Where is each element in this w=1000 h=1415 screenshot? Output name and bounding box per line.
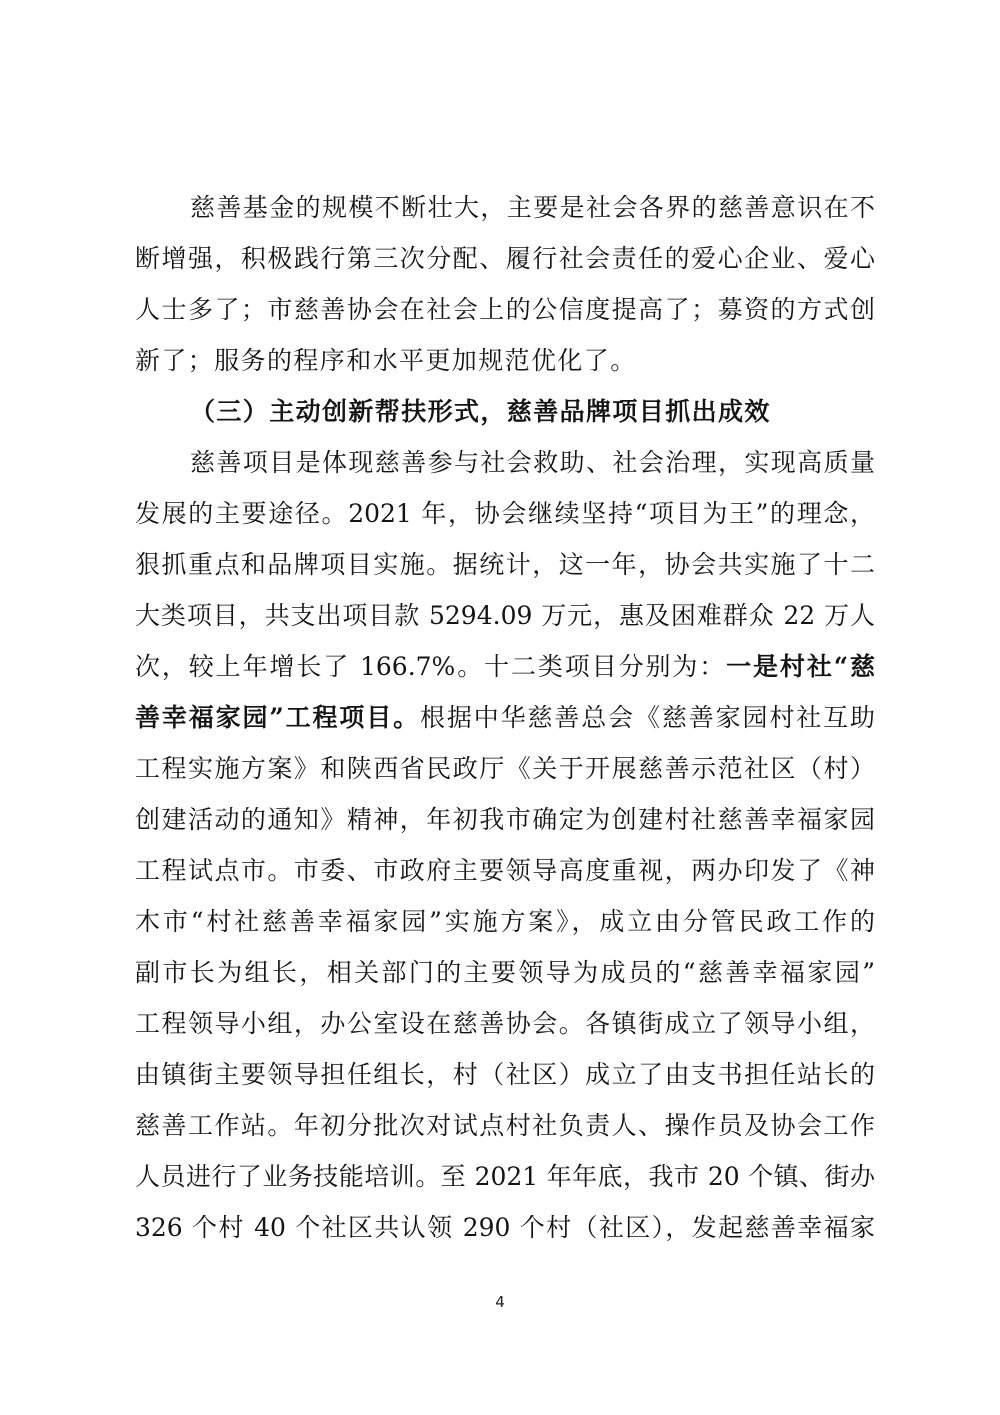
text-line: 工程实施方案》和陕西省民政厅《关于开展慈善示范社区（村） [135, 754, 875, 783]
text-line: 慈善项目是体现慈善参与社会救助、社会治理，实现高质量 [190, 448, 875, 477]
text-line: 发展的主要途径。2021 年，协会继续坚持“项目为王”的理念， [135, 499, 875, 528]
text-line: 副市长为组长，相关部门的主要领导为成员的“慈善幸福家园” [135, 958, 875, 987]
text-line: 大类项目，共支出项目款 5294.09 万元，惠及困难群众 22 万人 [135, 601, 875, 630]
text-line: 工程试点市。市委、市政府主要领导高度重视，两办印发了《神 [135, 856, 875, 885]
text-line: 创建活动的通知》精神，年初我市确定为创建村社慈善幸福家园 [135, 805, 875, 834]
text-line [135, 641, 875, 692]
bold-emphasis: 善幸福家园”工程项目。 [135, 703, 420, 732]
text-line: 慈善工作站。年初分批次对试点村社负责人、操作员及协会工作 [135, 1111, 875, 1140]
text-line: 人员进行了业务技能培训。至 2021 年年底，我市 20 个镇、街办 [135, 1162, 875, 1191]
text-line: 断增强，积极践行第三次分配、履行社会责任的爱心企业、爱心 [135, 244, 875, 273]
text-segment: 次，较上年增长了 166.7%。十二类项目分别为： [135, 652, 727, 681]
paragraph [135, 437, 875, 1253]
section-heading: （三）主动创新帮扶形式，慈善品牌项目抓出成效 [190, 397, 771, 426]
text-line: 慈善基金的规模不断壮大，主要是社会各界的慈善意识在不 [190, 193, 875, 222]
bold-emphasis: 一是村社“慈 [726, 652, 875, 681]
paragraph [135, 182, 875, 386]
page-number: 4 [495, 1293, 505, 1311]
text-line: 新了；服务的程序和水平更加规范优化了。 [135, 346, 637, 375]
text-line: 工程领导小组，办公室设在慈善协会。各镇街成立了领导小组， [135, 1009, 875, 1038]
text-line: 狠抓重点和品牌项目实施。据统计，这一年，协会共实施了十二 [135, 550, 875, 579]
text-line: 326 个村 40 个社区共认领 290 个村（社区），发起慈善幸福家 [135, 1213, 875, 1242]
text-line: 人士多了；市慈善协会在社会上的公信度提高了；募资的方式创 [135, 295, 875, 324]
text-segment: 根据中华慈善总会《慈善家园村社互助 [420, 703, 875, 732]
text-line [135, 692, 875, 743]
text-line: 木市“村社慈善幸福家园”实施方案》，成立由分管民政工作的 [135, 907, 875, 936]
text-line: 由镇街主要领导担任组长，村（社区）成立了由支书担任站长的 [135, 1060, 875, 1089]
document-body [135, 182, 875, 1253]
